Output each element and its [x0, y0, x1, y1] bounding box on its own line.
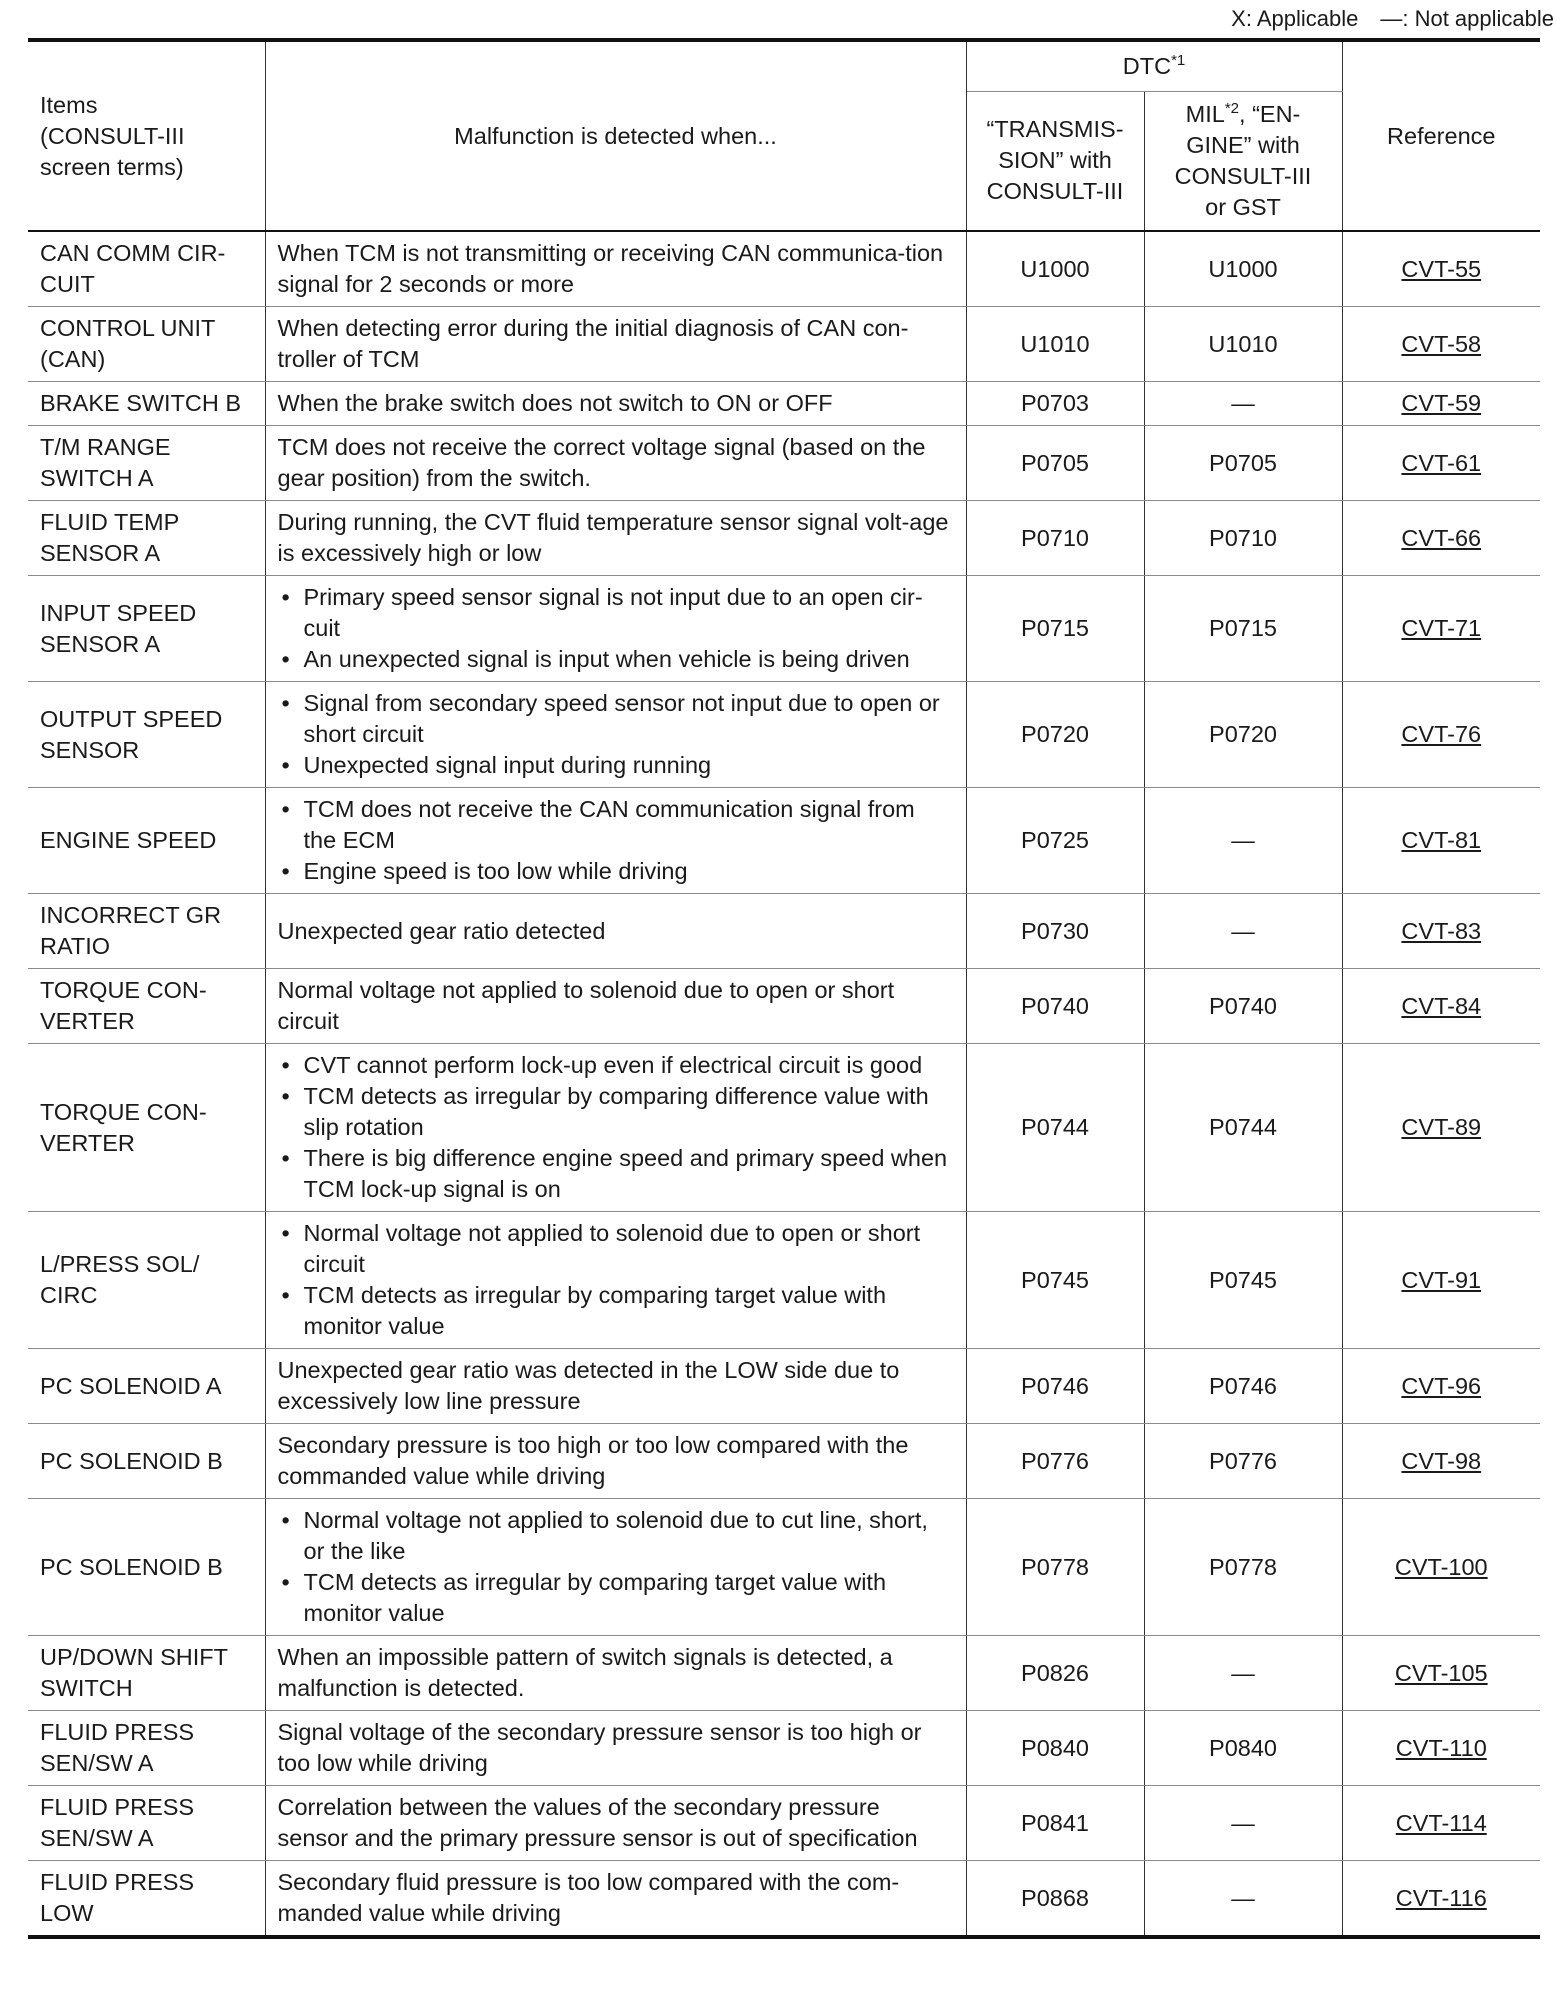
table-row [28, 682, 1540, 788]
condition-bullet: • CVT cannot perform lock-up even if electrical circuit is good [278, 1050, 954, 1081]
dtc-tcm-cell: P0778 [966, 1499, 1144, 1636]
dtc-tcm-cell: U1010 [966, 307, 1144, 382]
reference-cell [1342, 501, 1540, 576]
legend-applicable: X: Applicable [1231, 6, 1359, 31]
reference-link[interactable]: CVT-96 [1401, 1372, 1482, 1399]
table-row [28, 307, 1540, 382]
reference-cell [1342, 231, 1540, 307]
table-row [28, 576, 1540, 682]
condition-list [278, 1218, 954, 1342]
header-malfunction: Malfunction is detected when... [265, 40, 966, 231]
item-cell: FLUID PRESS LOW [28, 1861, 265, 1938]
condition-cell: Unexpected gear ratio detected [265, 894, 966, 969]
item-cell: CONTROL UNIT (CAN) [28, 307, 265, 382]
item-cell: INCORRECT GR RATIO [28, 894, 265, 969]
reference-cell [1342, 894, 1540, 969]
reference-cell [1342, 1424, 1540, 1499]
dtc-mil-cell: — [1144, 1861, 1342, 1938]
condition-bullet: • Primary speed sensor signal is not input due to an open cir-cuit [278, 582, 954, 644]
condition-bullet: • Unexpected signal input during running [278, 750, 954, 781]
dtc-mil-cell: P0840 [1144, 1711, 1342, 1786]
condition-cell: Unexpected gear ratio was detected in the LOW side due to excessively low line pressure [265, 1349, 966, 1424]
condition-list [278, 1505, 954, 1629]
condition-bullet: • TCM detects as irregular by comparing target value with monitor value [278, 1567, 954, 1629]
table-row [28, 1044, 1540, 1212]
dtc-mil-cell: P0715 [1144, 576, 1342, 682]
dtc-tcm-cell: P0744 [966, 1044, 1144, 1212]
dtc-tcm-cell: P0826 [966, 1636, 1144, 1711]
dtc-mil-cell: — [1144, 788, 1342, 894]
reference-link[interactable]: CVT-100 [1394, 1553, 1488, 1580]
reference-cell [1342, 1636, 1540, 1711]
reference-cell [1342, 682, 1540, 788]
dtc-tcm-cell: P0720 [966, 682, 1144, 788]
condition-cell [265, 1044, 966, 1212]
table-row [28, 1711, 1540, 1786]
table-row [28, 231, 1540, 307]
table-row [28, 1636, 1540, 1711]
reference-cell [1342, 1212, 1540, 1349]
condition-cell [265, 682, 966, 788]
reference-link[interactable]: CVT-91 [1401, 1266, 1482, 1293]
dtc-mil-cell: — [1144, 1636, 1342, 1711]
legend-not-applicable: —: Not applicable [1380, 6, 1554, 31]
item-cell: BRAKE SWITCH B [28, 382, 265, 426]
table-row [28, 969, 1540, 1044]
reference-link[interactable]: CVT-116 [1395, 1884, 1487, 1911]
dtc-tcm-cell: P0745 [966, 1212, 1144, 1349]
table-row [28, 1499, 1540, 1636]
table-row [28, 894, 1540, 969]
condition-cell: Secondary fluid pressure is too low compared with the com-manded value while driving [265, 1861, 966, 1938]
item-cell: UP/DOWN SHIFT SWITCH [28, 1636, 265, 1711]
reference-link[interactable]: CVT-114 [1395, 1809, 1487, 1836]
item-cell: L/PRESS SOL/ CIRC [28, 1212, 265, 1349]
dtc-mil-cell: — [1144, 894, 1342, 969]
reference-cell [1342, 969, 1540, 1044]
dtc-tcm-cell: P0715 [966, 576, 1144, 682]
reference-link[interactable]: CVT-83 [1401, 917, 1482, 944]
item-cell: FLUID PRESS SEN/SW A [28, 1786, 265, 1861]
table-row [28, 1786, 1540, 1861]
reference-link[interactable]: CVT-98 [1401, 1447, 1482, 1474]
table-body [28, 231, 1540, 1937]
item-cell: PC SOLENOID A [28, 1349, 265, 1424]
dtc-tcm-cell: P0710 [966, 501, 1144, 576]
condition-bullet: • TCM detects as irregular by comparing target value with monitor value [278, 1280, 954, 1342]
dtc-mil-cell: U1010 [1144, 307, 1342, 382]
item-cell: OUTPUT SPEED SENSOR [28, 682, 265, 788]
table-row [28, 1212, 1540, 1349]
table-header [28, 40, 1540, 231]
header-items: Items (CONSULT-III screen terms) [28, 40, 265, 231]
dtc-mil-cell: P0740 [1144, 969, 1342, 1044]
dtc-mil-cell: — [1144, 1786, 1342, 1861]
dtc-mil-cell: P0778 [1144, 1499, 1342, 1636]
condition-bullet: • There is big difference engine speed and primary speed when TCM lock-up signal is on [278, 1143, 954, 1205]
dtc-mil-cell: P0710 [1144, 501, 1342, 576]
dtc-mil-cell: P0746 [1144, 1349, 1342, 1424]
condition-list [278, 1050, 954, 1205]
dtc-tcm-cell: P0730 [966, 894, 1144, 969]
reference-cell [1342, 382, 1540, 426]
reference-cell [1342, 1861, 1540, 1938]
reference-cell [1342, 307, 1540, 382]
reference-cell [1342, 1349, 1540, 1424]
reference-link[interactable]: CVT-81 [1401, 827, 1482, 853]
header-mil: MIL$^{*2}$, “EN- GINE” with CONSULT-III or GST [1144, 91, 1342, 231]
item-cell: ENGINE SPEED [28, 788, 265, 894]
dtc-tcm-cell: P0725 [966, 788, 1144, 894]
table-row [28, 1861, 1540, 1938]
condition-cell [265, 1499, 966, 1636]
condition-cell [265, 1212, 966, 1349]
dtc-mil-cell: P0776 [1144, 1424, 1342, 1499]
condition-bullet: • Engine speed is too low while driving [278, 856, 954, 887]
dtc-tcm-cell: P0703 [966, 382, 1144, 426]
reference-link[interactable]: CVT-61 [1401, 449, 1482, 476]
condition-bullet: • Signal from secondary speed sensor not input due to open or short circuit [278, 688, 954, 750]
dtc-tcm-cell: P0840 [966, 1711, 1144, 1786]
reference-link[interactable]: CVT-110 [1395, 1734, 1487, 1761]
dtc-mil-cell: P0705 [1144, 426, 1342, 501]
reference-cell [1342, 1499, 1540, 1636]
condition-cell [265, 576, 966, 682]
reference-link[interactable]: CVT-105 [1394, 1659, 1488, 1686]
condition-bullet: • Normal voltage not applied to solenoid due to open or short circuit [278, 1218, 954, 1280]
dtc-mil-cell: P0744 [1144, 1044, 1342, 1212]
table-row [28, 426, 1540, 501]
condition-bullet: • TCM detects as irregular by comparing difference value with slip rotation [278, 1081, 954, 1143]
table-row [28, 501, 1540, 576]
table-row [28, 382, 1540, 426]
reference-link[interactable]: CVT-71 [1401, 615, 1482, 641]
item-cell: TORQUE CON- VERTER [28, 1044, 265, 1212]
condition-cell: When the brake switch does not switch to ON or OFF [265, 382, 966, 426]
legend [1209, 6, 1554, 32]
item-cell: PC SOLENOID B [28, 1499, 265, 1636]
table-row [28, 1424, 1540, 1499]
condition-cell: When TCM is not transmitting or receiving CAN communica-tion signal for 2 seconds or more [265, 231, 966, 307]
dtc-tcm-cell: P0746 [966, 1349, 1144, 1424]
reference-cell [1342, 788, 1540, 894]
condition-cell: During running, the CVT fluid temperature sensor signal volt-age is excessively high or low [265, 501, 966, 576]
item-cell: TORQUE CON- VERTER [28, 969, 265, 1044]
item-cell: CAN COMM CIR- CUIT [28, 231, 265, 307]
condition-list [278, 794, 954, 887]
reference-link[interactable]: CVT-76 [1401, 721, 1482, 747]
item-cell: PC SOLENOID B [28, 1424, 265, 1499]
dtc-mil-cell: P0745 [1144, 1212, 1342, 1349]
dtc-tcm-cell: P0868 [966, 1861, 1144, 1938]
reference-cell [1342, 576, 1540, 682]
reference-link[interactable]: CVT-58 [1401, 330, 1482, 357]
condition-cell: Correlation between the values of the secondary pressure sensor and the primary pressure sensor is out of specification [265, 1786, 966, 1861]
header-dtc: DTC$^{*1}$ [966, 40, 1342, 91]
reference-link[interactable]: CVT-89 [1401, 1114, 1482, 1140]
condition-cell [265, 788, 966, 894]
reference-cell [1342, 1786, 1540, 1861]
condition-list [278, 582, 954, 675]
reference-link[interactable]: CVT-84 [1401, 992, 1482, 1019]
reference-link[interactable]: CVT-55 [1401, 255, 1482, 282]
item-cell: T/M RANGE SWITCH A [28, 426, 265, 501]
dtc-tcm-cell: P0740 [966, 969, 1144, 1044]
reference-cell [1342, 1711, 1540, 1786]
dtc-tcm-cell: U1000 [966, 231, 1144, 307]
condition-cell: Secondary pressure is too high or too low compared with the commanded value while driving [265, 1424, 966, 1499]
dtc-tcm-cell: P0705 [966, 426, 1144, 501]
condition-cell: Signal voltage of the secondary pressure sensor is too high or too low while driving [265, 1711, 966, 1786]
dtc-tcm-cell: P0776 [966, 1424, 1144, 1499]
header-reference: Reference [1342, 40, 1540, 231]
reference-link[interactable]: CVT-66 [1401, 524, 1482, 551]
dtc-mil-cell: U1000 [1144, 231, 1342, 307]
item-cell: FLUID TEMP SENSOR A [28, 501, 265, 576]
item-cell: INPUT SPEED SENSOR A [28, 576, 265, 682]
reference-cell [1342, 426, 1540, 501]
dtc-table [28, 38, 1540, 1939]
condition-bullet: • An unexpected signal is input when vehicle is being driven [278, 644, 954, 675]
condition-bullet: • TCM does not receive the CAN communication signal from the ECM [278, 794, 954, 856]
condition-cell: Normal voltage not applied to solenoid due to open or short circuit [265, 969, 966, 1044]
condition-bullet: • Normal voltage not applied to solenoid due to cut line, short, or the like [278, 1505, 954, 1567]
item-cell: FLUID PRESS SEN/SW A [28, 1711, 265, 1786]
dtc-mil-cell: — [1144, 382, 1342, 426]
reference-link[interactable]: CVT-59 [1401, 390, 1482, 416]
dtc-mil-cell: P0720 [1144, 682, 1342, 788]
table-row [28, 788, 1540, 894]
condition-cell: When detecting error during the initial diagnosis of CAN con-troller of TCM [265, 307, 966, 382]
header-transmission: “TRANSMIS- SION” with CONSULT-III [966, 91, 1144, 231]
condition-cell: When an impossible pattern of switch signals is detected, a malfunction is detected. [265, 1636, 966, 1711]
table-row [28, 1349, 1540, 1424]
reference-cell [1342, 1044, 1540, 1212]
condition-cell: TCM does not receive the correct voltage signal (based on the gear position) from the switch. [265, 426, 966, 501]
condition-list [278, 688, 954, 781]
dtc-tcm-cell: P0841 [966, 1786, 1144, 1861]
